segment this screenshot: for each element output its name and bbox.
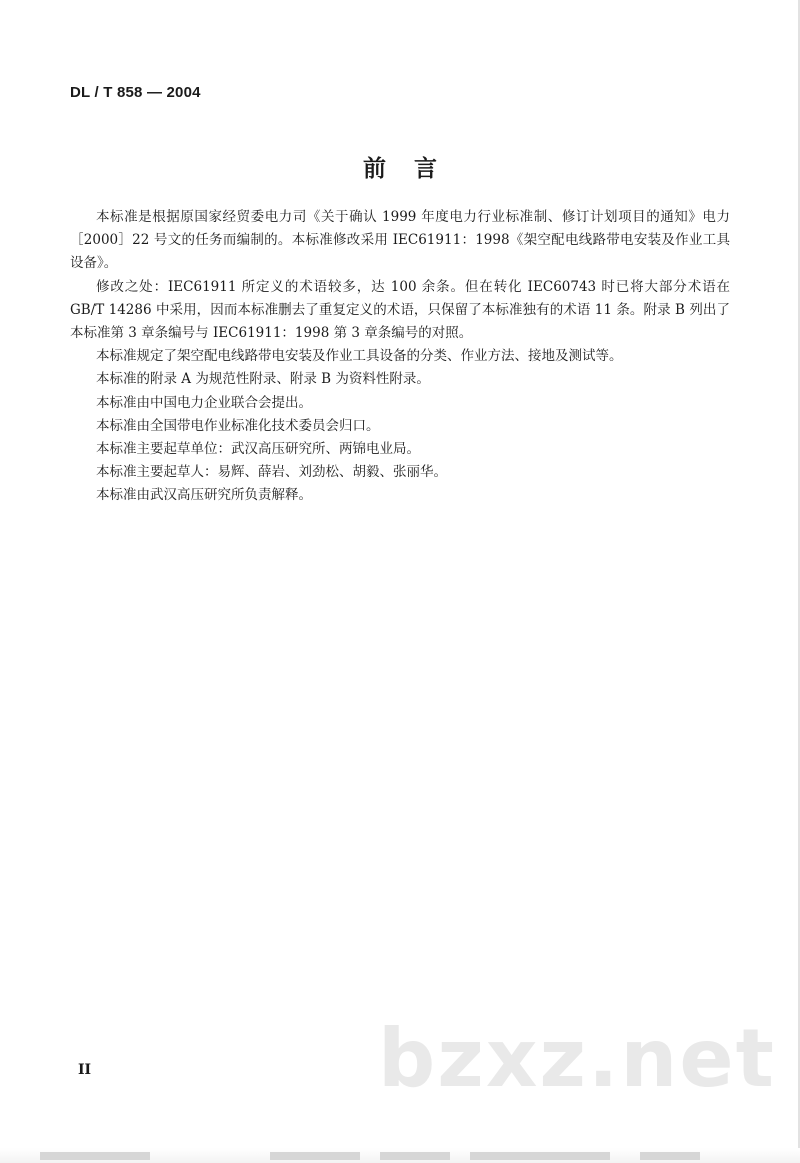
bleed-mark	[380, 1152, 450, 1160]
paragraph: 本标准是根据原国家经贸委电力司《关于确认 1999 年度电力行业标准制、修订计划项目的通知》电力［2000］22 号文的任务而编制的。本标准修改采用 IEC61911：1998《架空配电线路带电安装及作业工具设备》。	[70, 209, 730, 272]
body-text	[70, 206, 730, 508]
bleed-mark	[270, 1152, 360, 1160]
watermark: bzxz.net	[378, 1012, 776, 1105]
paragraph: 本标准由武汉高压研究所负责解释。	[96, 487, 312, 504]
paragraph: 本标准规定了架空配电线路带电安装及作业工具设备的分类、作业方法、接地及测试等。	[96, 348, 623, 365]
paragraph: 本标准主要起草人：易辉、薛岩、刘劲松、胡毅、张丽华。	[96, 464, 447, 481]
paragraph: 本标准由中国电力企业联合会提出。	[96, 394, 312, 411]
bleed-mark	[40, 1152, 150, 1160]
bleed-mark	[640, 1152, 700, 1160]
bleed-mark	[470, 1152, 610, 1160]
paragraph: 本标准由全国带电作业标准化技术委员会归口。	[96, 417, 380, 434]
paragraph: 本标准主要起草单位：武汉高压研究所、两锦电业局。	[96, 441, 420, 458]
paragraph: 修改之处：IEC61911 所定义的术语较多，达 100 余条。但在转化 IEC60743 时已将大部分术语在 GB/T 14286 中采用，因而本标准删去了重复定义的术语，只保留了本标准独有的术语 11 条。附录 B 列出了本标准第 3 章条编号与 IEC61911：1998 第 3 章条编号的对照。	[70, 278, 730, 342]
document-code: DL / T 858 — 2004	[70, 84, 201, 101]
page-title: 前言	[363, 156, 465, 182]
page-number: II	[78, 1062, 92, 1078]
paragraph: 本标准的附录 A 为规范性附录、附录 B 为资料性附录。	[96, 371, 430, 388]
